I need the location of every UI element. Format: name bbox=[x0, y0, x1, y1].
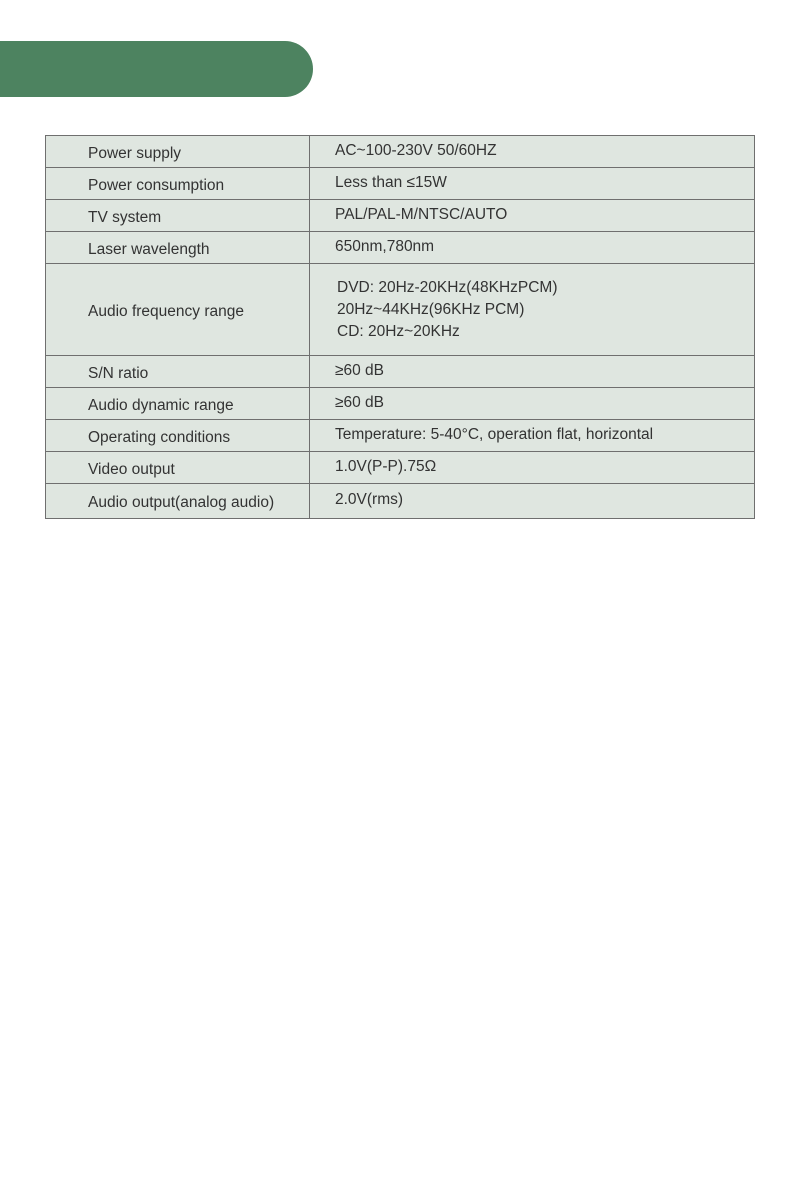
spec-label: S/N ratio bbox=[46, 356, 310, 388]
table-row bbox=[46, 420, 755, 452]
spec-label: Audio frequency range bbox=[46, 264, 310, 356]
spec-label: Video output bbox=[46, 452, 310, 484]
spec-label: Audio dynamic range bbox=[46, 388, 310, 420]
spec-value: 2.0V(rms) bbox=[310, 484, 755, 519]
spec-value-lines bbox=[335, 277, 754, 343]
spec-value-line: DVD: 20Hz-20KHz(48KHzPCM) bbox=[337, 278, 558, 296]
spec-label: Audio output(analog audio) bbox=[46, 484, 310, 519]
spec-value-line: CD: 20Hz~20KHz bbox=[337, 322, 460, 340]
spec-label: Operating conditions bbox=[46, 420, 310, 452]
spec-label: Power consumption bbox=[46, 168, 310, 200]
spec-value bbox=[310, 264, 755, 356]
spec-value: 650nm,780nm bbox=[310, 232, 755, 264]
table-row bbox=[46, 168, 755, 200]
spec-value: Less than ≤15W bbox=[310, 168, 755, 200]
spec-value-line: 20Hz~44KHz(96KHz PCM) bbox=[337, 300, 525, 318]
table-row bbox=[46, 200, 755, 232]
table-row bbox=[46, 356, 755, 388]
table-row bbox=[46, 484, 755, 519]
spec-value: AC~100-230V 50/60HZ bbox=[310, 136, 755, 168]
spec-label: Laser wavelength bbox=[46, 232, 310, 264]
table-row bbox=[46, 452, 755, 484]
spec-value: Temperature: 5-40°C, operation flat, horizontal bbox=[310, 420, 755, 452]
table-row bbox=[46, 136, 755, 168]
spec-label: TV system bbox=[46, 200, 310, 232]
spec-label: Power supply bbox=[46, 136, 310, 168]
specifications-table bbox=[45, 135, 755, 519]
spec-value: PAL/PAL-M/NTSC/AUTO bbox=[310, 200, 755, 232]
section-header-tab bbox=[0, 41, 313, 97]
spec-value: 1.0V(P-P).75Ω bbox=[310, 452, 755, 484]
table-row bbox=[46, 388, 755, 420]
spec-value: ≥60 dB bbox=[310, 356, 755, 388]
table-row bbox=[46, 232, 755, 264]
table-row bbox=[46, 264, 755, 356]
spec-value: ≥60 dB bbox=[310, 388, 755, 420]
